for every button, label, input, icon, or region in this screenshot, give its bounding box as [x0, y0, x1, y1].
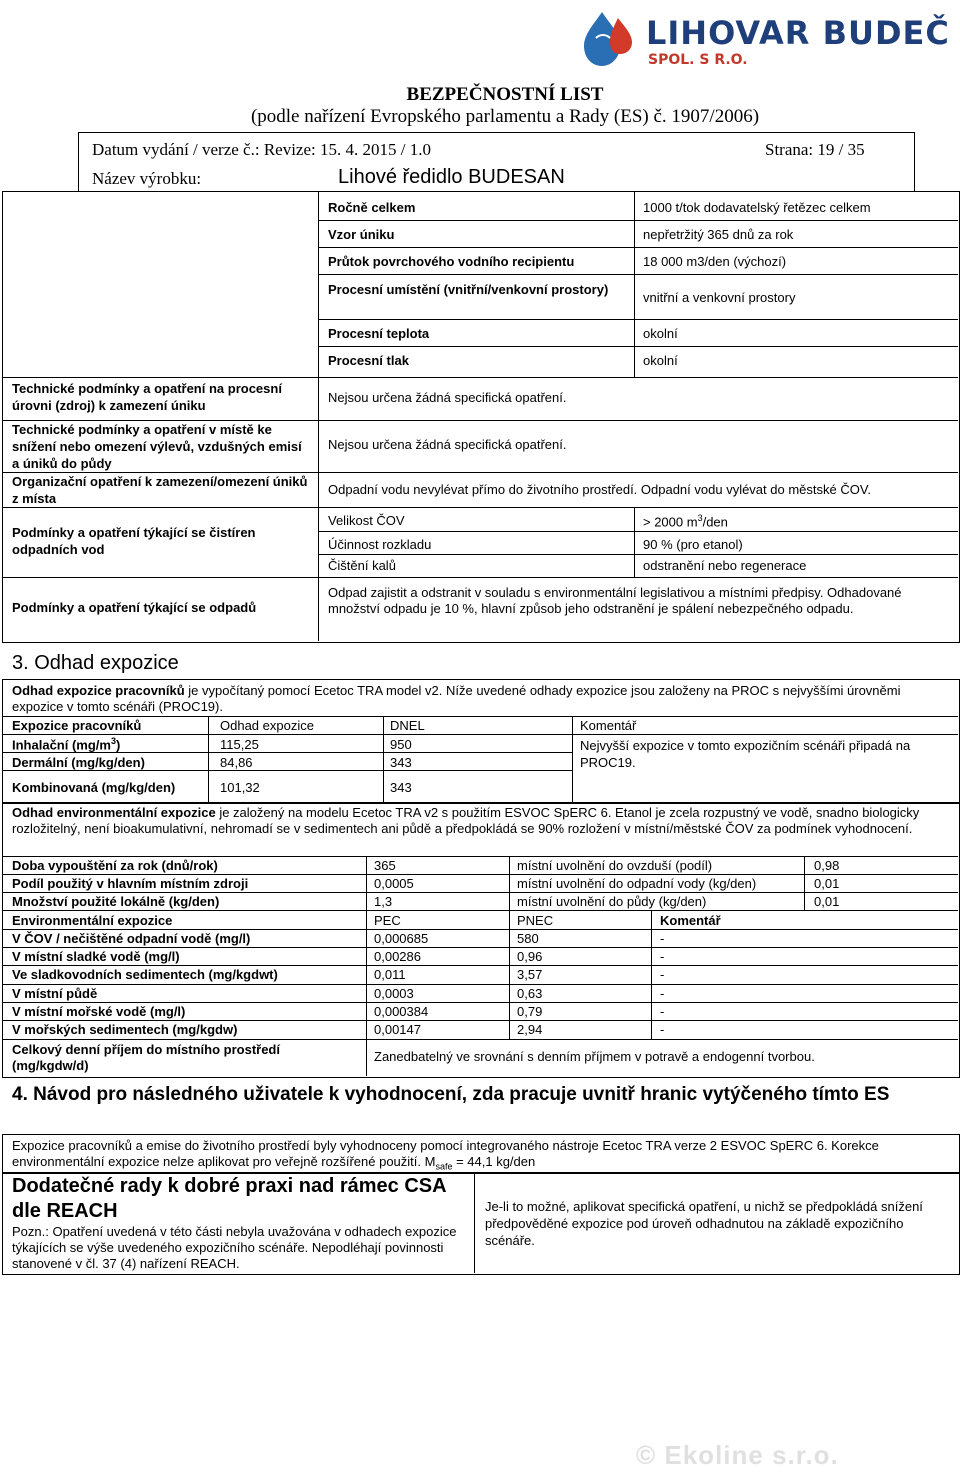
intake-text: Zanedbatelný ve srovnání s denním příjmem v potravě a endogenní tvorbou. — [374, 1049, 815, 1064]
section-heading: 4. Návod pro následného uživatele k vyhodnocení, zda pracuje uvnitř hranic vytýčeného tímto ES — [12, 1084, 890, 1105]
release-value: 1,3 — [374, 894, 393, 909]
release-label: Podíl použitý v hlavním místním zdroji — [12, 876, 249, 891]
table-header: Odhad expozice — [220, 718, 314, 733]
release-factor-value: 0,98 — [814, 858, 840, 873]
measure-text: Nejsou určena žádná specifická opatření. — [328, 390, 567, 405]
worker-row-label: Dermální (mg/kg/den) — [12, 755, 145, 770]
env-row-label: V mořských sedimentech (mg/kgdw) — [12, 1022, 238, 1037]
release-factor-value: 0,01 — [814, 894, 840, 909]
condition-value: 18 000 m3/den (výchozí) — [643, 254, 787, 269]
release-factor: místní uvolnění do odpadní vody (kg/den) — [517, 876, 757, 891]
section-heading: 3. Odhad expozice — [12, 652, 179, 674]
measure-label: Podmínky a opatření týkající se čistíren odpadních vod — [12, 525, 256, 557]
condition-label: Vzor úniku — [328, 227, 395, 242]
env-row-pec: 0,0003 — [374, 986, 414, 1001]
env-row-label: Ve sladkovodních sedimentech (mg/kgdwt) — [12, 967, 278, 982]
env-row-pnec: 0,79 — [517, 1004, 543, 1019]
worker-row-label: Inhalační $(mg/m^3)$ — [12, 736, 121, 753]
env-row-comment: - — [660, 949, 665, 964]
worker-comment: Nejvyšší expozice v tomto expozičním scénáři připadá na PROC19. — [580, 738, 911, 770]
advice-note: Pozn.: Opatření uvedená v této části nebyla uvažována v odhadech expozice týkajících se výše uvedeného expozičního scénáře. Nepodléhají povinnosti stanovené v čl. 37 (4) nařízení REACH. — [12, 1224, 457, 1271]
worker-row-dnel: 343 — [390, 780, 412, 795]
condition-value: nepřetržitý 365 dnů za rok — [643, 227, 794, 242]
worker-row-estimate: 115,25 — [220, 737, 259, 752]
release-label: Množství použité lokálně (kg/den) — [12, 894, 220, 909]
document-title: BEZPEČNOSTNÍ LIST — [406, 84, 604, 105]
condition-label: Procesní teplota — [328, 326, 430, 341]
company-name: LIHOVAR BUDEČ — [646, 14, 950, 52]
logo-drops-icon — [580, 8, 640, 70]
env-row-pnec: 0,63 — [517, 986, 543, 1001]
condition-label: Procesní tlak — [328, 353, 409, 368]
measure-text: Nejsou určena žádná specifická opatření. — [328, 437, 567, 452]
release-factor-value: 0,01 — [814, 876, 840, 891]
intake-label: Celkový denní příjem do místního prostředí (mg/kgdw/d) — [12, 1042, 280, 1073]
measure-label: Organizační opatření k zamezení/omezení úniků z místa — [12, 474, 308, 506]
measure-text: Odpadní vodu nevylévat přímo do životního prostředí. Odpadní vodu vylévat do městské ČOV. — [328, 482, 871, 497]
env-row-label: V místní půdě — [12, 986, 98, 1001]
measure-label: Podmínky a opatření týkající se odpadů — [12, 600, 257, 615]
env-row-label: V místní sladké vodě (mg/l) — [12, 949, 180, 964]
wwtp-value: 90 % (pro etanol) — [643, 537, 743, 552]
env-row-pnec: 2,94 — [517, 1022, 543, 1037]
env-row-pnec: 3,57 — [517, 967, 543, 982]
release-factor: místní uvolnění do ovzduší (podíl) — [517, 858, 713, 873]
table-header: Environmentální expozice — [12, 913, 173, 928]
advice-right-text: Je-li to možné, aplikovat specifická opatření, u nichž se předpokládá snížení předpověděné expozice pod úroveň odhadnutou na základě expozičního scénáře. — [485, 1199, 923, 1248]
env-row-pnec: 0,96 — [517, 949, 543, 964]
footer-watermark: © Ekoline s.r.o. — [636, 1440, 839, 1470]
product-label: Název výrobku: — [92, 169, 202, 188]
condition-value: okolní — [643, 353, 678, 368]
release-factor: místní uvolnění do půdy (kg/den) — [517, 894, 707, 909]
condition-label: Ročně celkem — [328, 200, 416, 215]
worker-intro: Odhad expozice pracovníků je vypočítaný pomocí Ecetoc TRA model v2. Níže uvedené odhady expozice jsou založeny na PROC s nejvyššími úrovněmi expozice v tomto scénáři (PROC19). — [12, 683, 901, 714]
advice-heading: Dodatečné rady k dobré praxi nad rámec CSA dle REACH — [12, 1175, 446, 1222]
table-header: PNEC — [517, 913, 554, 928]
condition-label: Procesní umístění (vnitřní/venkovní prostory) — [328, 282, 609, 297]
table-header: PEC — [374, 913, 401, 928]
env-row-comment: - — [660, 986, 665, 1001]
company-subname: SPOL. S R.O. — [648, 52, 748, 68]
release-label: Doba vypouštění za rok (dnů/rok) — [12, 858, 218, 873]
measure-label: Technické podmínky a opatření na procesní úrovni (zdroj) k zamezení úniku — [12, 381, 282, 413]
env-row-comment: - — [660, 967, 665, 982]
env-row-pec: 0,000384 — [374, 1004, 429, 1019]
table-header: Komentář — [660, 913, 721, 928]
condition-label: Průtok povrchového vodního recipientu — [328, 254, 575, 269]
document-subtitle: (podle nařízení Evropského parlamentu a Rady (ES) č. 1907/2006) — [250, 106, 760, 127]
worker-row-label: Kombinovaná (mg/kg/den) — [12, 780, 176, 795]
env-row-pec: 0,000685 — [374, 931, 429, 946]
env-row-label: V místní mořské vodě (mg/l) — [12, 1004, 186, 1019]
env-row-pec: 0,00286 — [374, 949, 421, 964]
worker-row-dnel: 343 — [390, 755, 412, 770]
company-logo — [580, 8, 950, 72]
measure-label: Technické podmínky a opatření v místě ke snížení nebo omezení výlevů, vzdušných emisí a úniků do půdy — [12, 422, 302, 471]
wwtp-label: Účinnost rozkladu — [328, 537, 432, 552]
table-header: DNEL — [390, 718, 425, 733]
condition-value: okolní — [643, 326, 678, 341]
page-number: Strana: 19 / 35 — [765, 140, 865, 159]
product-name: Lihové ředidlo BUDESAN — [338, 166, 565, 188]
env-intro: Odhad environmentální expozice je založený na modelu Ecetoc TRA v2 s použitím ESVOC SpERC 6. Etanol je zcela rozpustný ve vodě, snadno biologicky rozložitelný, není bioakumulativní, nehromadí se v sedimentech ani půdě a předpokládá se 90% rozložení v místní/městské ČOV za podmínek vyhodnocení. — [12, 805, 920, 836]
wwtp-value: > 2000 $m^3$/den — [643, 513, 728, 530]
release-value: 365 — [374, 858, 396, 873]
env-row-comment: - — [660, 1004, 665, 1019]
release-value: 0,0005 — [374, 876, 414, 891]
table-header: Expozice pracovníků — [12, 718, 142, 733]
env-row-pnec: 580 — [517, 931, 539, 946]
wwtp-label: Čištění kalů — [328, 558, 396, 573]
env-row-pec: 0,011 — [374, 967, 406, 982]
worker-row-dnel: 950 — [390, 737, 412, 752]
worker-row-estimate: 84,86 — [220, 755, 253, 770]
wwtp-label: Velikost ČOV — [328, 513, 405, 528]
env-row-pec: 0,00147 — [374, 1022, 421, 1037]
measure-text: Odpad zajistit a odstranit v souladu s environmentální legislativou a místními předpisy. Odhadované množství odpadu je 10 %, hlavní způsob jeho odstranění je spálení nebezpečného odpadu. — [328, 585, 902, 616]
table-header: Komentář — [580, 718, 637, 733]
wwtp-value: odstranění nebo regenerace — [643, 558, 807, 573]
env-row-label: V ČOV / nečištěné odpadní vodě (mg/l) — [12, 931, 251, 946]
issue-date: Datum vydání / verze č.: Revize: 15. 4. 2015 / 1.0 — [92, 140, 431, 159]
env-row-comment: - — [660, 931, 665, 946]
condition-value: vnitřní a venkovní prostory — [643, 290, 796, 305]
worker-row-estimate: 101,32 — [220, 780, 260, 795]
env-row-comment: - — [660, 1022, 665, 1037]
section4-text: Expozice pracovníků a emise do životního prostředí byly vyhodnoceny pomocí integrovaného nástroje Ecetoc TRA verze 2 ESVOC SpERC 6. Korekce environmentální expozice nelze aplikovat pro veřejně rozšířené použití. $M_{safe} = 44,1$ kg/den — [12, 1138, 879, 1172]
condition-value: 1000 t/tok dodavatelský řetězec celkem — [643, 200, 871, 215]
